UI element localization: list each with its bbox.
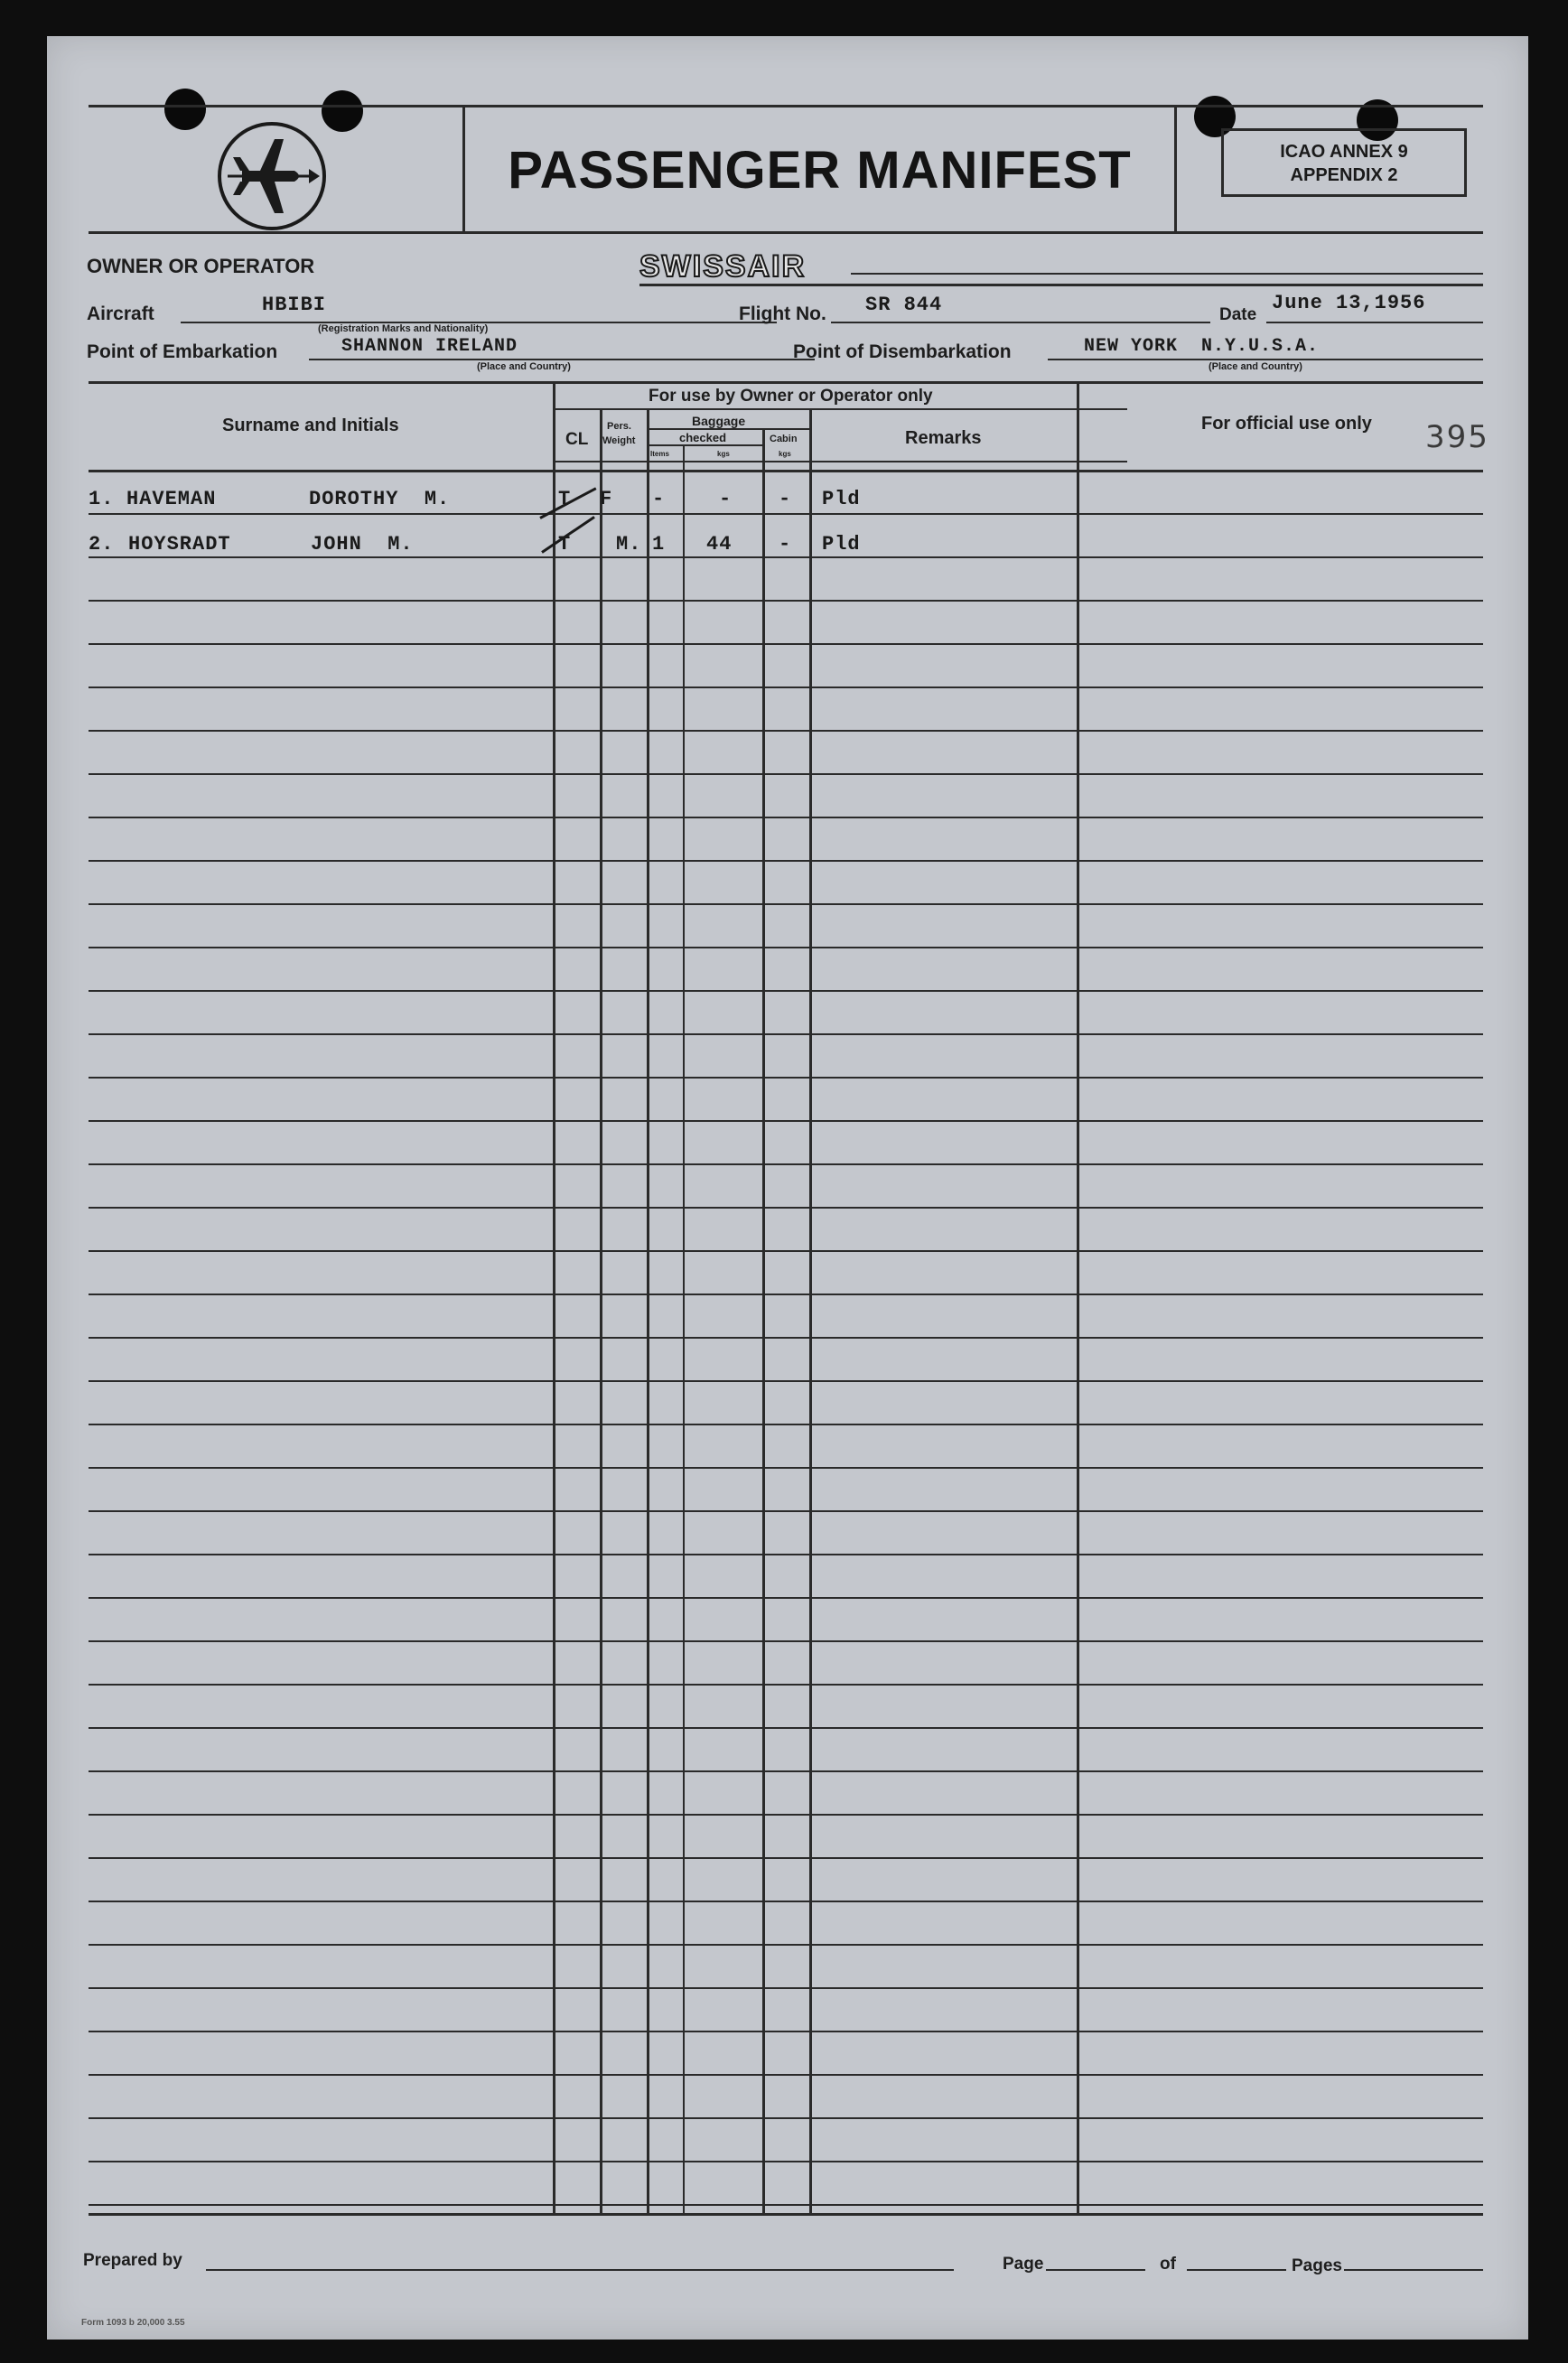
row2-remarks: Pld (822, 533, 861, 556)
checked-header: checked (679, 431, 727, 444)
owner-rule (639, 284, 1483, 286)
embarkation-label: Point of Embarkation (87, 341, 278, 362)
table-row-rule (89, 1163, 1483, 1165)
header-row-bottom (89, 470, 1483, 472)
table-row-rule (89, 1597, 1483, 1599)
aircraft-sublabel: (Registration Marks and Nationality) (318, 323, 489, 334)
kgs-header: kgs (717, 450, 730, 458)
owner-value: SWISSAIR (639, 249, 807, 284)
table-row-rule (89, 1770, 1483, 1772)
col-rule-surname (553, 381, 555, 2216)
baggage-header: Baggage (692, 414, 746, 428)
disembarkation-label: Point of Disembarkation (793, 341, 1012, 362)
table-row-rule (89, 860, 1483, 862)
row2-kgs: 44 (706, 533, 733, 556)
table-row-rule (89, 1467, 1483, 1469)
pages-line (1344, 2269, 1483, 2271)
table-row-rule (89, 513, 1483, 515)
table-row-rule (89, 1554, 1483, 1555)
table-row-rule (89, 1120, 1483, 1122)
icao-box (1221, 128, 1467, 197)
row2-pcs: 1 (652, 533, 666, 556)
table-row-rule (89, 1380, 1483, 1382)
date-label: Date (1219, 305, 1257, 324)
date-line (1266, 322, 1483, 323)
date-value: June 13,1956 (1272, 292, 1426, 314)
row1-number: 1. (89, 488, 115, 510)
table-row-rule (89, 1814, 1483, 1816)
airplane-logo-icon (215, 119, 329, 233)
row1-given: DOROTHY M. (309, 488, 451, 510)
table-bottom-rule (89, 2213, 1483, 2216)
cl-header: CL (565, 430, 589, 449)
table-row-rule (89, 947, 1483, 948)
table-row-rule (89, 1640, 1483, 1642)
table-row-rule (89, 2204, 1483, 2206)
row1-cl: T (558, 488, 572, 510)
col-rule-pcs (683, 444, 685, 2216)
table-row-rule (89, 817, 1483, 818)
table-row-rule (89, 773, 1483, 775)
remarks-header: Remarks (905, 428, 982, 448)
table-row-rule (89, 990, 1483, 992)
row1-kgs: - (719, 488, 733, 510)
row2-cl: T (558, 533, 572, 556)
table-row-rule (89, 2031, 1483, 2032)
cabin-kgs-header: kgs (779, 450, 791, 458)
owner-bottom-rule (553, 461, 1127, 462)
table-row-rule (89, 1901, 1483, 1902)
row1-cabin: - (779, 488, 792, 510)
table-row-rule (89, 1250, 1483, 1252)
table-row-rule (89, 1727, 1483, 1729)
page-label: Page (1003, 2255, 1044, 2274)
table-row-rule (89, 1857, 1483, 1859)
embarkation-sublabel: (Place and Country) (477, 361, 571, 372)
form-title: PASSENGER MANIFEST (508, 140, 1132, 200)
col-rule-kgs (762, 430, 765, 2216)
table-row-rule (89, 1510, 1483, 1512)
table-row-rule (89, 556, 1483, 558)
table-row-rule (89, 600, 1483, 602)
disembarkation-line (1048, 359, 1483, 360)
table-row-rule (89, 686, 1483, 688)
owner-label: OWNER OR OPERATOR (87, 255, 315, 277)
manifest-sheet (47, 36, 1528, 2340)
row1-pers: F (600, 488, 613, 510)
official-use-header: For official use only (1201, 414, 1372, 434)
flight-label: Flight No. (739, 304, 826, 324)
row2-number: 2. (89, 533, 115, 556)
table-row-rule (89, 903, 1483, 905)
row1-pcs: - (652, 488, 666, 510)
disembarkation-sublabel: (Place and Country) (1209, 361, 1302, 372)
col-rule-remarks (1077, 381, 1079, 2216)
table-row-rule (89, 2074, 1483, 2076)
page-line (1046, 2269, 1145, 2271)
icao-annex: ICAO ANNEX 9 (1280, 142, 1408, 162)
table-row-rule (89, 2161, 1483, 2162)
flight-line (831, 322, 1210, 323)
owner-line (851, 273, 1483, 275)
row2-pers: M. (616, 533, 642, 556)
pers-header: Pers. (607, 421, 631, 432)
aircraft-label: Aircraft (87, 304, 154, 324)
official-number: 395 (1425, 419, 1489, 455)
pages-label: Pages (1292, 2256, 1342, 2275)
pcs-header: Items (650, 450, 669, 458)
table-row-rule (89, 1337, 1483, 1339)
row2-surname: HOYSRADT (128, 533, 231, 556)
table-row-rule (89, 1987, 1483, 1989)
row2-cabin: - (779, 533, 792, 556)
title-box (462, 107, 1177, 233)
prepared-by-line (206, 2269, 954, 2271)
of-label: of (1160, 2255, 1176, 2274)
table-row-rule (89, 1944, 1483, 1946)
baggage-rule (649, 428, 811, 430)
table-row-rule (89, 1077, 1483, 1079)
table-row-rule (89, 1033, 1483, 1035)
embarkation-value: SHANNON IRELAND (341, 336, 518, 357)
table-row-rule (89, 730, 1483, 732)
flight-value: SR 844 (865, 294, 943, 316)
row1-remarks: Pld (822, 488, 861, 510)
owner-use-header: For use by Owner or Operator only (649, 387, 933, 406)
table-row-rule (89, 1684, 1483, 1686)
icao-appendix: APPENDIX 2 (1290, 165, 1398, 185)
checked-rule (649, 444, 764, 446)
table-row-rule (89, 1424, 1483, 1425)
table-row-rule (89, 1207, 1483, 1209)
disembarkation-value: NEW YORK N.Y.U.S.A. (1084, 336, 1320, 357)
row2-given: JOHN M. (311, 533, 414, 556)
table-row-rule (89, 2117, 1483, 2119)
prepared-by-label: Prepared by (83, 2251, 182, 2270)
owner-use-rule (553, 408, 1127, 410)
aircraft-value: HBIBI (262, 294, 327, 316)
cabin-header: Cabin (770, 434, 798, 444)
punch-hole (164, 89, 206, 130)
surname-header: Surname and Initials (222, 416, 399, 435)
embarkation-line (309, 359, 815, 360)
table-top-rule (89, 381, 1483, 384)
form-code: Form 1093 b 20,000 3.55 (81, 2318, 185, 2328)
table-row-rule (89, 1294, 1483, 1295)
row1-surname: HAVEMAN (126, 488, 217, 510)
weight-header: Weight (602, 435, 636, 446)
of-line (1187, 2269, 1286, 2271)
table-row-rule (89, 643, 1483, 645)
